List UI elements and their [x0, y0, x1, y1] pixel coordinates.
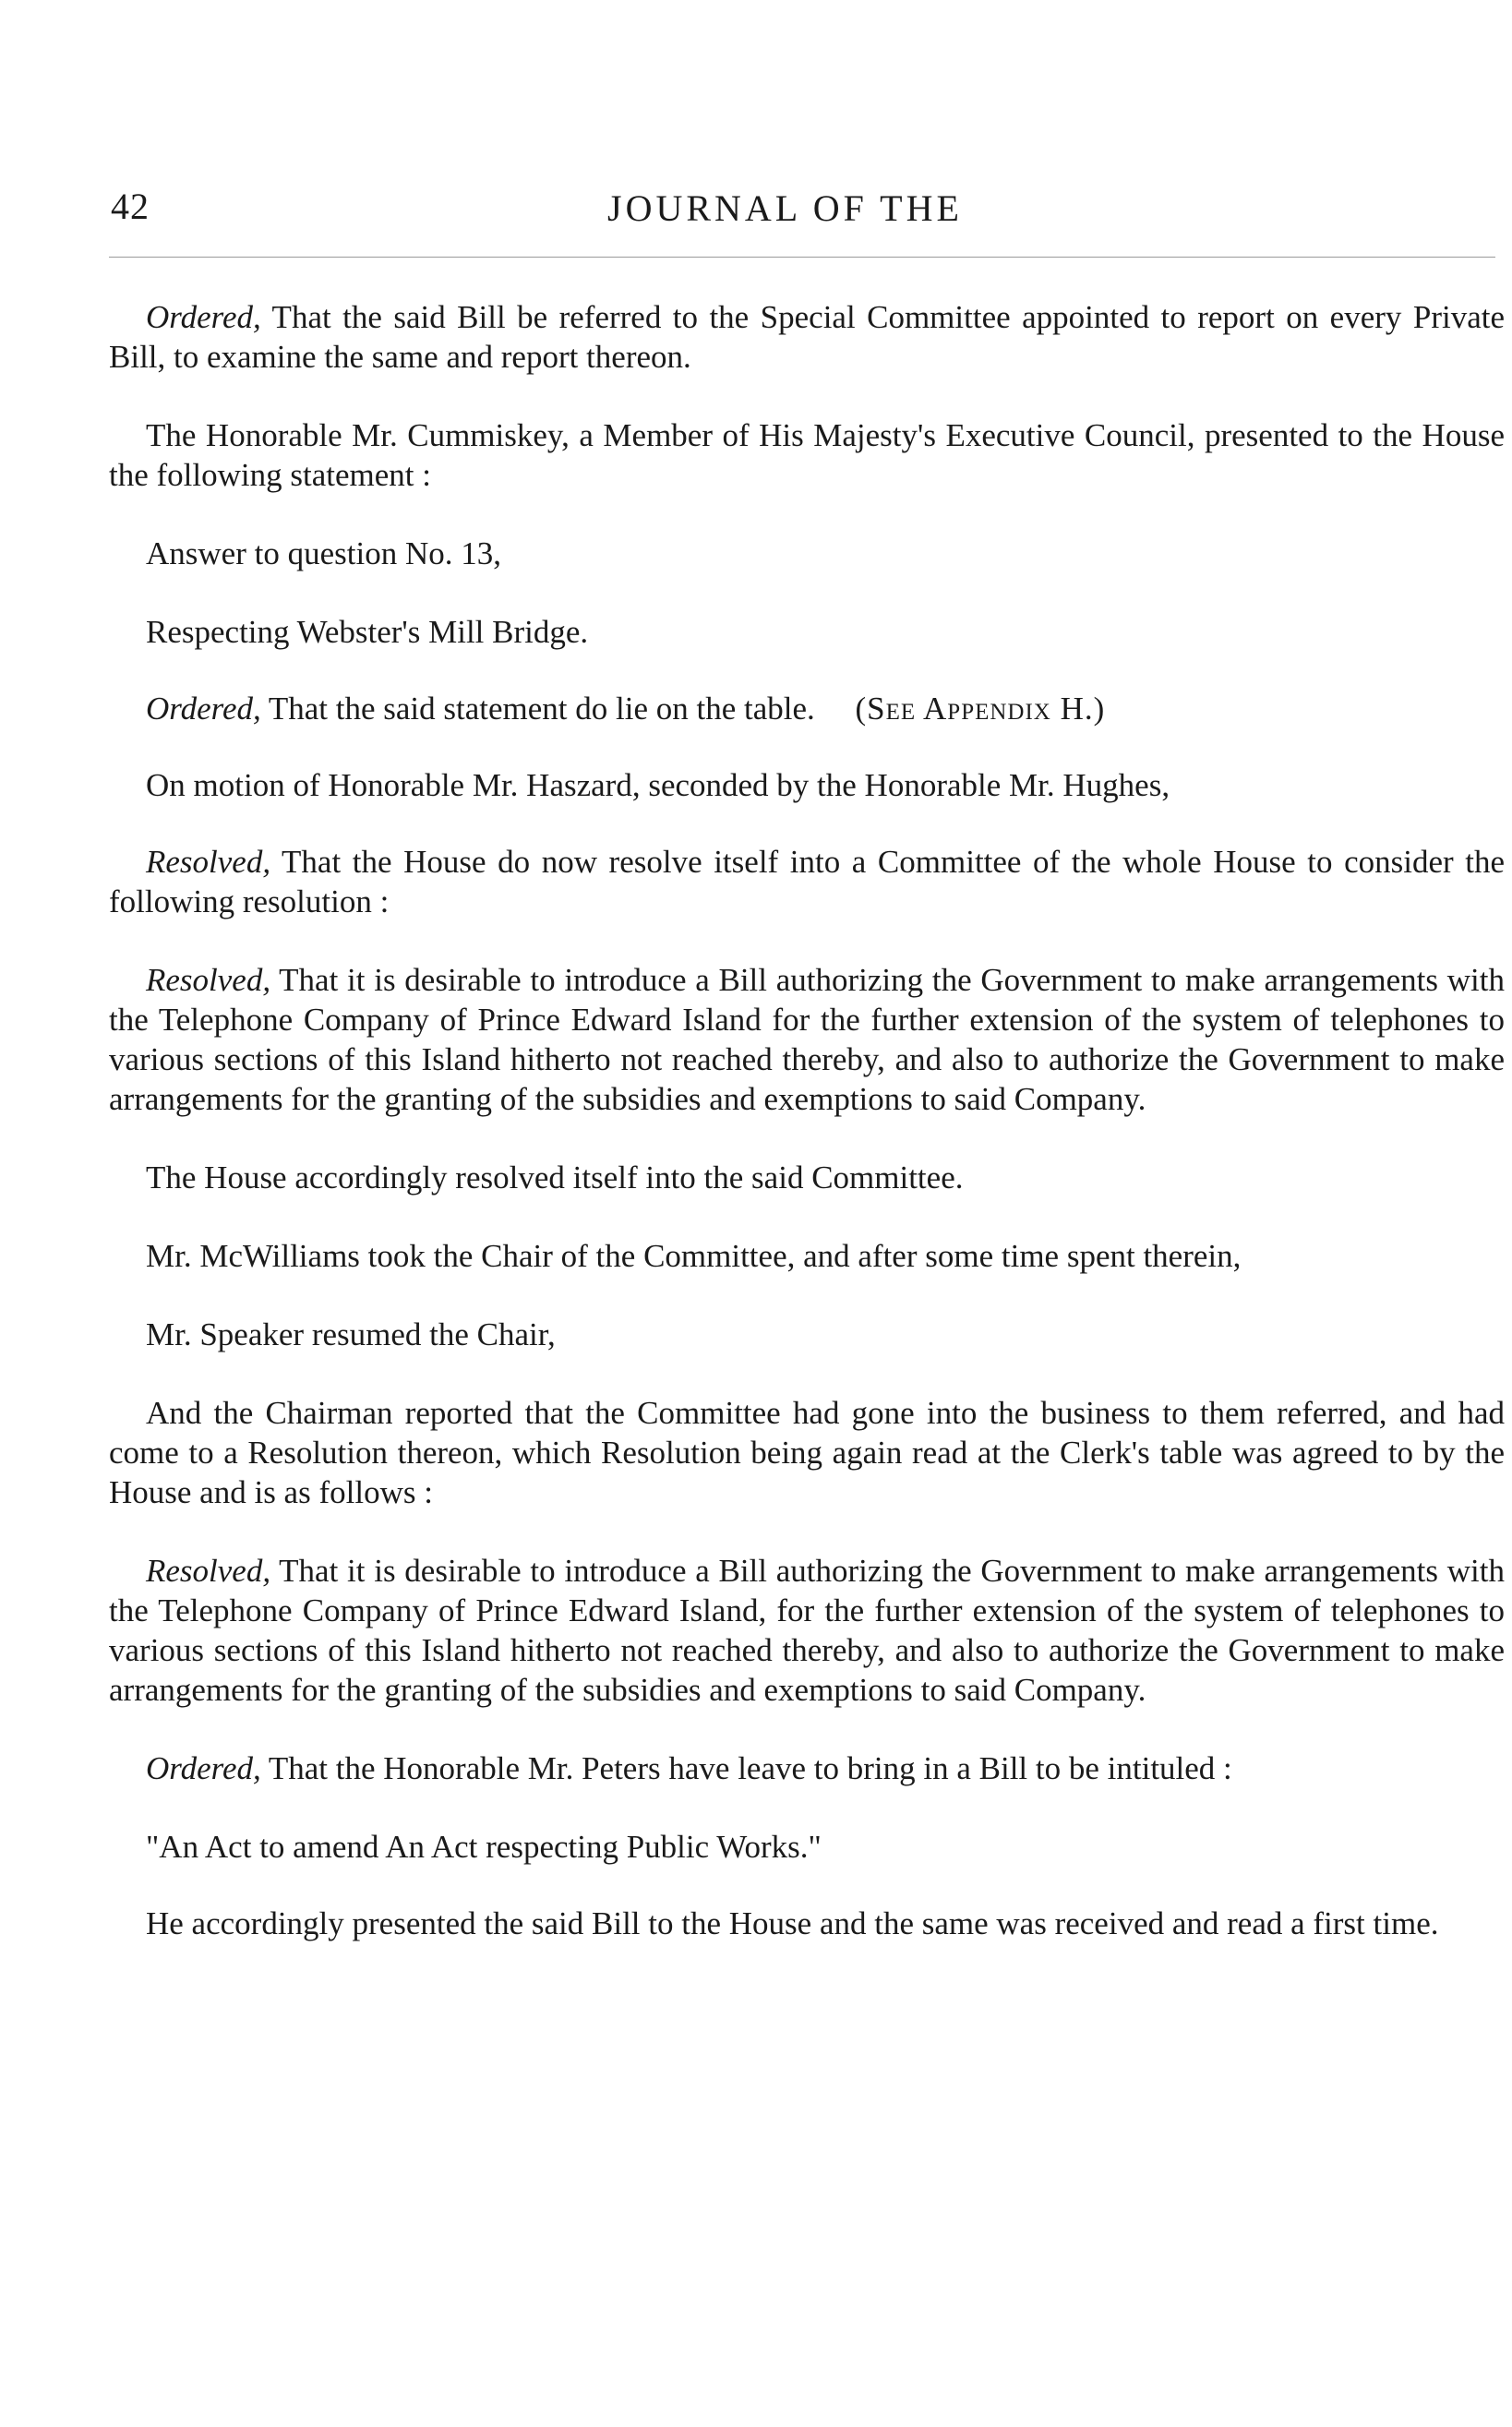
paragraph-text: Respecting Webster's Mill Bridge. [146, 614, 589, 650]
paragraph-text: That it is desirable to introduce a Bill authorizing the Government to make arrangements with the Telephone Company of Prince Edward Island, for the further extension of the system of telephones to various sections of this Island hitherto not reached thereby, and also to authorize the Government to make arrangements for the granting of the subsidies and exemptions to said Company. [109, 1553, 1505, 1708]
paragraph-text: That it is desirable to introduce a Bill authorizing the Government to make arrangements with the Telephone Company of Prince Edward Island for the further extension of the system of telephones to various sections of this Island hitherto not reached thereby, and also to authorize the Government to make arrangements for the granting of the subsidies and exemptions to said Company. [109, 962, 1505, 1117]
paragraph-answer-question [109, 534, 1505, 573]
paragraph-act-title [109, 1827, 1505, 1867]
paragraph-ordered-peters [109, 1748, 1505, 1788]
page-header [109, 185, 1494, 240]
paragraph-speaker-resumed [109, 1315, 1505, 1354]
page-number: 42 [111, 186, 150, 227]
paragraph-ordered-referred [109, 297, 1505, 377]
paragraph-resolved-telephone-2 [109, 1551, 1505, 1710]
paragraph-lead: Resolved, [146, 1553, 271, 1589]
paragraph-cummiskey-statement [109, 415, 1505, 495]
paragraph-resolved-telephone-1 [109, 960, 1505, 1119]
paragraph-lead: Resolved, [146, 844, 271, 880]
paragraph-lead: Ordered, [146, 1750, 261, 1786]
paragraph-lead: Ordered, [146, 691, 261, 727]
paragraph-text: The Honorable Mr. Cummiskey, a Member of His Majesty's Executive Council, presented to the House the following statement : [109, 417, 1505, 493]
paragraph-house-resolved [109, 1158, 1505, 1197]
paragraph-text: That the said Bill be referred to the Special Committee appointed to report on every Private Bill, to examine the same and report thereon. [109, 299, 1505, 375]
paragraph-text: Mr. McWilliams took the Chair of the Committee, and after some time spent therein, [146, 1238, 1242, 1274]
paragraph-text: "An Act to amend An Act respecting Public Works." [146, 1829, 822, 1865]
paragraph-text: That the Honorable Mr. Peters have leave to bring in a Bill to be intituled : [260, 1750, 1232, 1786]
paragraph-lead: Ordered, [146, 299, 261, 335]
header-rule [109, 257, 1495, 258]
paragraph-respecting-bridge [109, 612, 1505, 652]
paragraph-bill-presented [109, 1904, 1505, 1943]
journal-body [109, 297, 1505, 1943]
paragraph-text: That the House do now resolve itself into a Committee of the whole House to consider the following resolution : [109, 844, 1505, 919]
paragraph-text: He accordingly presented the said Bill to the House and the same was received and read a first time. [146, 1905, 1439, 1941]
paragraph-ordered-table [109, 689, 1505, 728]
paragraph-lead: Resolved, [146, 962, 271, 998]
paragraph-text: Answer to question No. 13, [146, 535, 501, 571]
paragraph-text: The House accordingly resolved itself into the said Committee. [146, 1159, 964, 1195]
paragraph-mcwilliams-chair [109, 1236, 1505, 1276]
paragraph-resolved-committee [109, 842, 1505, 921]
paragraph-motion [109, 765, 1505, 805]
running-head: JOURNAL OF THE [607, 187, 963, 229]
paragraph-text: On motion of Honorable Mr. Haszard, seconded by the Honorable Mr. Hughes, [146, 767, 1170, 803]
paragraph-text: That the said statement do lie on the table. [260, 691, 815, 727]
paragraph-text: Mr. Speaker resumed the Chair, [146, 1316, 556, 1352]
paragraph-text: And the Chairman reported that the Committee had gone into the business to them referred, and had come to a Resolution thereon, which Resolution being again read at the Clerk's table was agreed to by the House and is as follows : [109, 1395, 1505, 1510]
paragraph-chairman-reported [109, 1393, 1505, 1512]
appendix-reference: (See Appendix H.) [855, 691, 1106, 727]
